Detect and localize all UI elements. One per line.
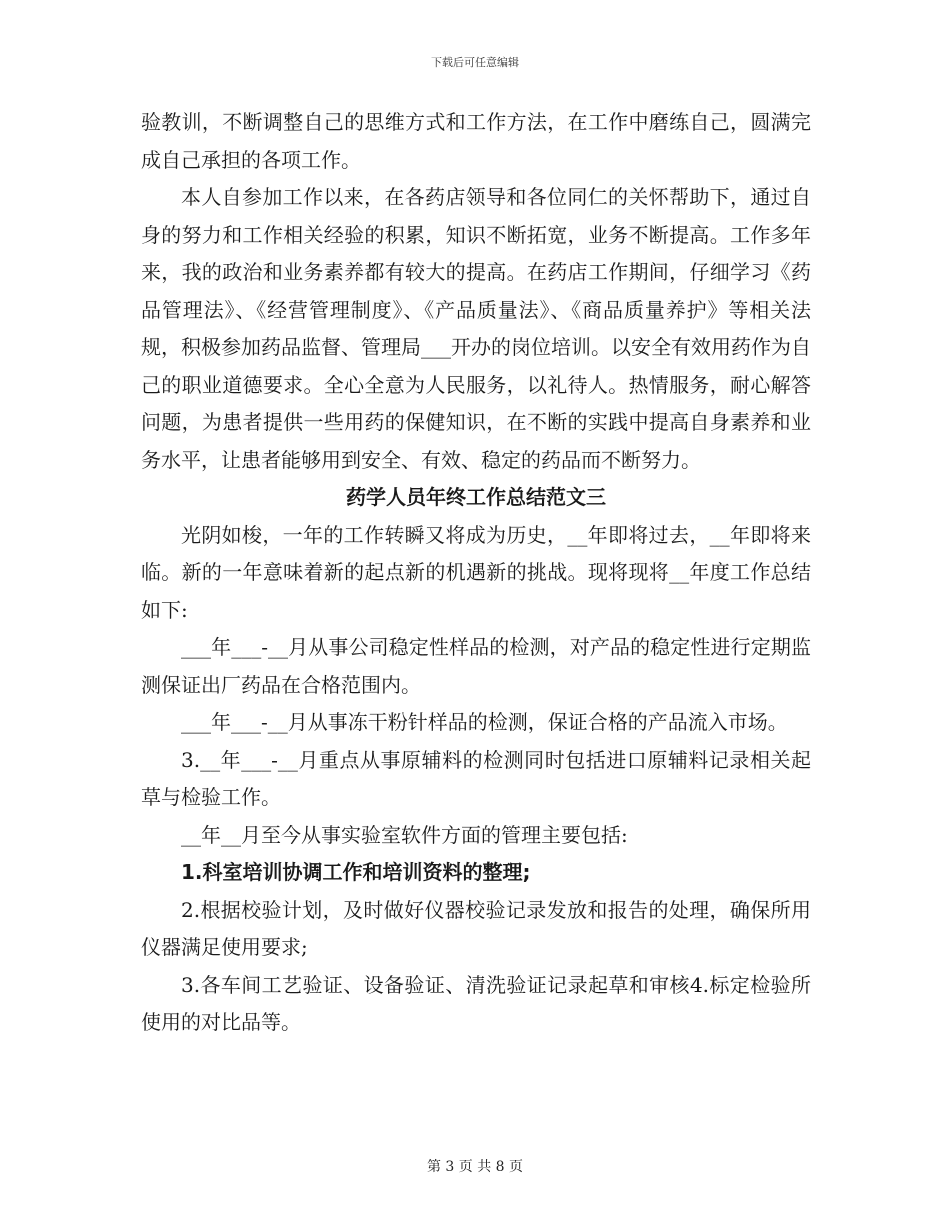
paragraph-5: ___年___-__月从事冻干粉针样品的检测，保证合格的产品流入市场。: [181, 710, 788, 734]
paragraph-4: ___年___-__月从事公司稳定性样品的检测，对产品的稳定性进行定期监测保证出厂药品在合格范围内。: [141, 635, 811, 697]
paragraph-6: 3.__年___-__月重点从事原辅料的检测同时包括进口原辅料记录相关起草与检验工作。: [141, 747, 811, 809]
list-item-1: 1.科室培训协调工作和培训资料的整理;: [181, 860, 531, 884]
section-heading: 药学人员年终工作总结范文三: [346, 485, 606, 509]
paragraph-2: 本人自参加工作以来，在各药店领导和各位同仁的关怀帮助下，通过自身的努力和工作相关经验的积累，知识不断拓宽，业务不断提高。工作多年来，我的政治和业务素养都有较大的提高。在药店工作期间，仔细学习《药品管理法》、《经营管理制度》、《产品质量法》、《商品质量养护》等相关法规，积极参加药品监督、管理局___开办的岗位培训。以安全有效用药作为自己的职业道德要求。全心全意为人民服务，以礼待人。热情服务，耐心解答问题，为患者提供一些用药的保健知识，在不断的实践中提高自身素养和业务水平，让患者能够用到安全、有效、稳定的药品而不断努力。: [141, 185, 811, 472]
list-item-3: 3.各车间工艺验证、设备验证、清洗验证记录起草和审核4.标定检验所使用的对比品等。: [141, 972, 811, 1034]
header-note: 下载后可任意编辑: [431, 56, 519, 69]
paragraph-7: __年__月至今从事实验室软件方面的管理主要包括:: [181, 822, 628, 847]
page-footer: 第 3 页 共 8 页: [426, 1159, 524, 1175]
list-item-2: 2.根据校验计划，及时做好仪器校验记录发放和报告的处理，确保所用仪器满足使用要求;: [141, 897, 811, 959]
paragraph-1: 验教训，不断调整自己的思维方式和工作方法，在工作中磨练自己，圆满完成自己承担的各项工作。: [141, 110, 811, 172]
document-body: [141, 104, 811, 1042]
paragraph-3: 光阴如梭，一年的工作转瞬又将成为历史，__年即将过去，__年即将来临。新的一年意味着新的起点新的机遇新的挑战。现将现将__年度工作总结如下:: [141, 522, 811, 622]
